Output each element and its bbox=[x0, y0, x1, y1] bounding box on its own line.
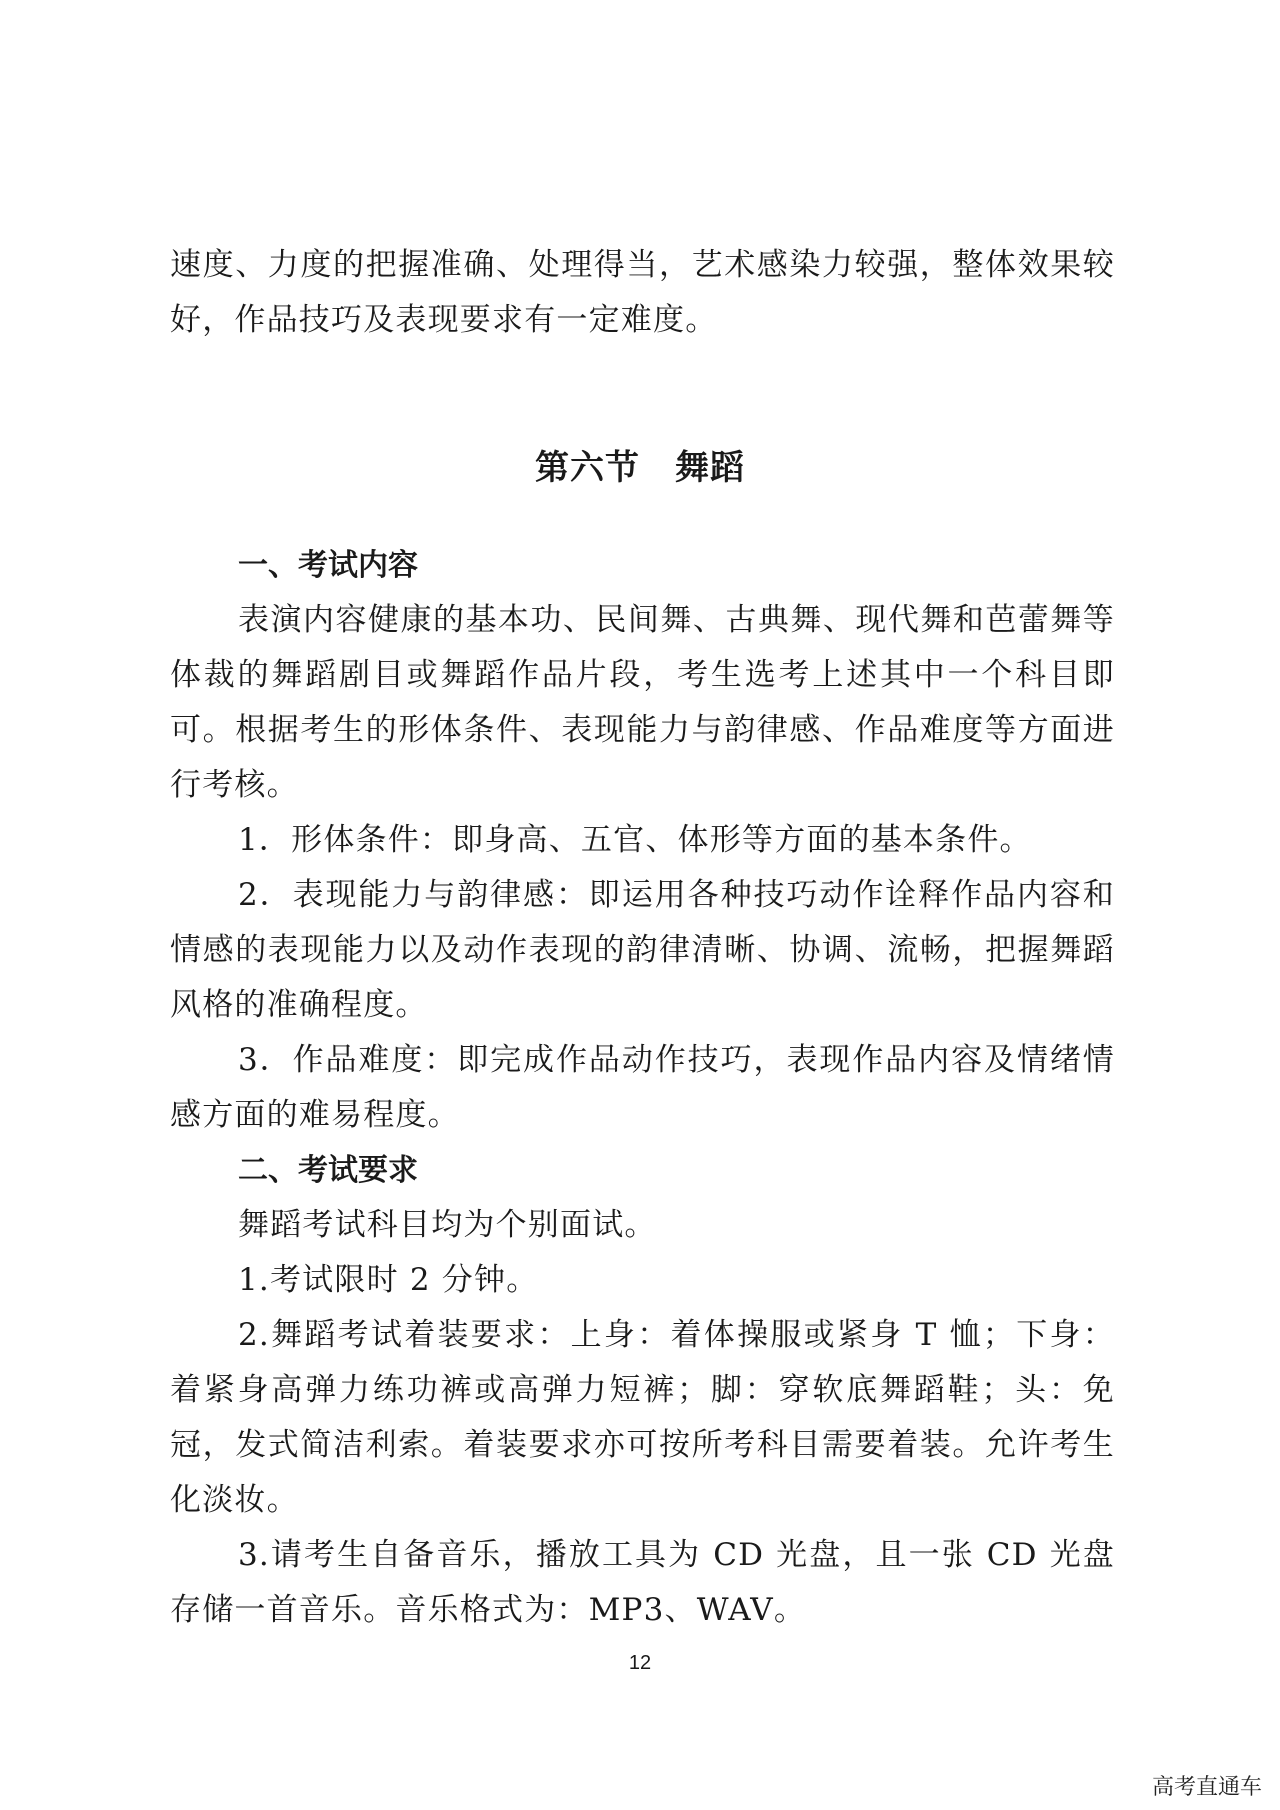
paragraph: 表演内容健康的基本功、民间舞、古典舞、现代舞和芭蕾舞等体裁的舞蹈剧目或舞蹈作品片段，考生选考上述其中一个科目即可。根据考生的形体条件、表现能力与韵律感、作品难度等方面进行考核。 bbox=[170, 602, 1115, 803]
section-title: 第六节 舞蹈 bbox=[535, 448, 745, 488]
main-content bbox=[170, 538, 1115, 1638]
heading-exam-content: 一、考试内容 bbox=[238, 548, 418, 583]
paragraph: 3．作品难度：即完成作品动作技巧，表现作品内容及情绪情感方面的难易程度。 bbox=[170, 1042, 1115, 1133]
intro-paragraph: 速度、力度的把握准确、处理得当，艺术感染力较强，整体效果较好，作品技巧及表现要求有一定难度。 bbox=[170, 247, 1115, 338]
page-number: 12 bbox=[628, 1652, 652, 1674]
paragraph: 1.考试限时 2 分钟。 bbox=[238, 1262, 539, 1298]
paragraph: 舞蹈考试科目均为个别面试。 bbox=[238, 1207, 657, 1243]
intro-block bbox=[170, 238, 1115, 348]
heading-exam-requirements: 二、考试要求 bbox=[238, 1153, 418, 1188]
paragraph: 1．形体条件：即身高、五官、体形等方面的基本条件。 bbox=[238, 822, 1032, 858]
watermark: 高考直通车 bbox=[1151, 1775, 1262, 1800]
paragraph: 2.舞蹈考试着装要求：上身：着体操服或紧身 T 恤；下身：着紧身高弹力练功裤或高弹力短裤；脚：穿软底舞蹈鞋；头：免冠，发式简洁利索。着装要求亦可按所考科目需要着装。允许考生化淡妆。 bbox=[170, 1317, 1115, 1518]
paragraph: 2．表现能力与韵律感：即运用各种技巧动作诠释作品内容和情感的表现能力以及动作表现的韵律清晰、协调、流畅，把握舞蹈风格的准确程度。 bbox=[170, 877, 1115, 1023]
paragraph: 3.请考生自备音乐，播放工具为 CD 光盘，且一张 CD 光盘存储一首音乐。音乐格式为：MP3、WAV。 bbox=[170, 1537, 1115, 1628]
